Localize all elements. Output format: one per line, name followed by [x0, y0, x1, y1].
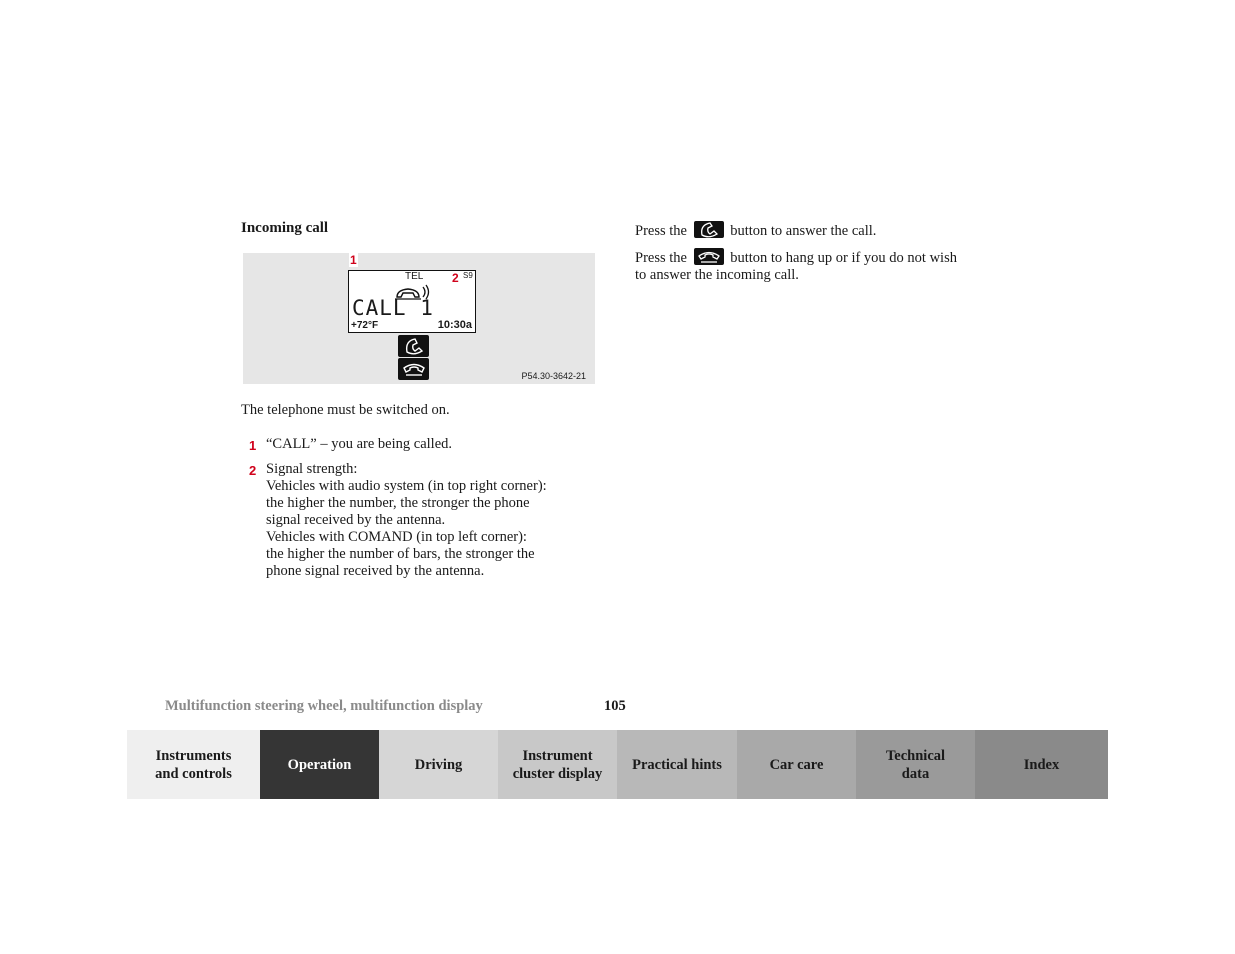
nav-tab-operation[interactable]: Operation	[260, 730, 379, 799]
display-temperature: +72°F	[351, 320, 379, 331]
item-line: Vehicles with COMAND (in top left corner):	[266, 529, 527, 545]
nav-tab-technical-data[interactable]: Technical data	[856, 730, 975, 799]
item-line: phone signal received by the antenna.	[266, 563, 485, 579]
item-line: Vehicles with audio system (in top right corner):	[266, 478, 547, 494]
nav-tab-instruments-and-controls[interactable]: Instruments and controls	[127, 730, 260, 799]
item-list	[241, 436, 601, 580]
item-number: 1	[249, 438, 257, 453]
display-figure	[243, 253, 595, 384]
answer-post-text: button to answer the call.	[730, 223, 877, 239]
nav-tab-index[interactable]: Index	[975, 730, 1108, 799]
item-line: signal received by the antenna.	[266, 512, 446, 528]
list-item	[241, 461, 601, 580]
hangup-instruction	[635, 248, 1005, 284]
item-line: the higher the number, the stronger the phone	[266, 495, 530, 511]
phone-hangup-icon	[398, 358, 429, 380]
page-number: 105	[604, 698, 626, 714]
phone-hangup-icon	[694, 248, 724, 265]
answer-pre-text: Press the	[635, 223, 687, 239]
display-call-text: CALL 1	[352, 296, 434, 320]
nav-tab-instrument-cluster-display[interactable]: Instrument cluster display	[498, 730, 617, 799]
item-line: the higher the number of bars, the stronger the	[266, 546, 535, 562]
nav-tab-car-care[interactable]: Car care	[737, 730, 856, 799]
intro-text: The telephone must be switched on.	[241, 402, 450, 418]
item-line: “CALL” – you are being called.	[266, 436, 453, 452]
hangup-line-2: to answer the incoming call.	[635, 267, 799, 283]
chapter-navigation	[127, 730, 1108, 799]
callout-1: 1	[350, 253, 357, 267]
phone-answer-icon	[398, 335, 429, 357]
item-line: Signal strength:	[266, 461, 358, 477]
right-column	[635, 221, 1005, 284]
nav-tab-practical-hints[interactable]: Practical hints	[617, 730, 737, 799]
item-number: 2	[249, 463, 257, 478]
hangup-pre-text: Press the	[635, 250, 687, 266]
multifunction-display	[348, 270, 476, 333]
figure-code: P54.30-3642-21	[521, 371, 586, 381]
display-time: 10:30a	[437, 319, 472, 331]
footer-chapter-title: Multifunction steering wheel, multifunction display	[165, 698, 483, 714]
section-title: Incoming call	[241, 220, 329, 236]
answer-instruction	[635, 221, 1005, 240]
nav-tab-driving[interactable]: Driving	[379, 730, 498, 799]
display-tel-label: TEL	[405, 271, 424, 282]
display-signal-strength: S9	[463, 271, 473, 280]
phone-answer-icon	[694, 221, 724, 238]
hangup-post-text: button to hang up or if you do not wish	[730, 250, 957, 266]
list-item	[241, 436, 601, 453]
callout-2: 2	[452, 271, 459, 285]
